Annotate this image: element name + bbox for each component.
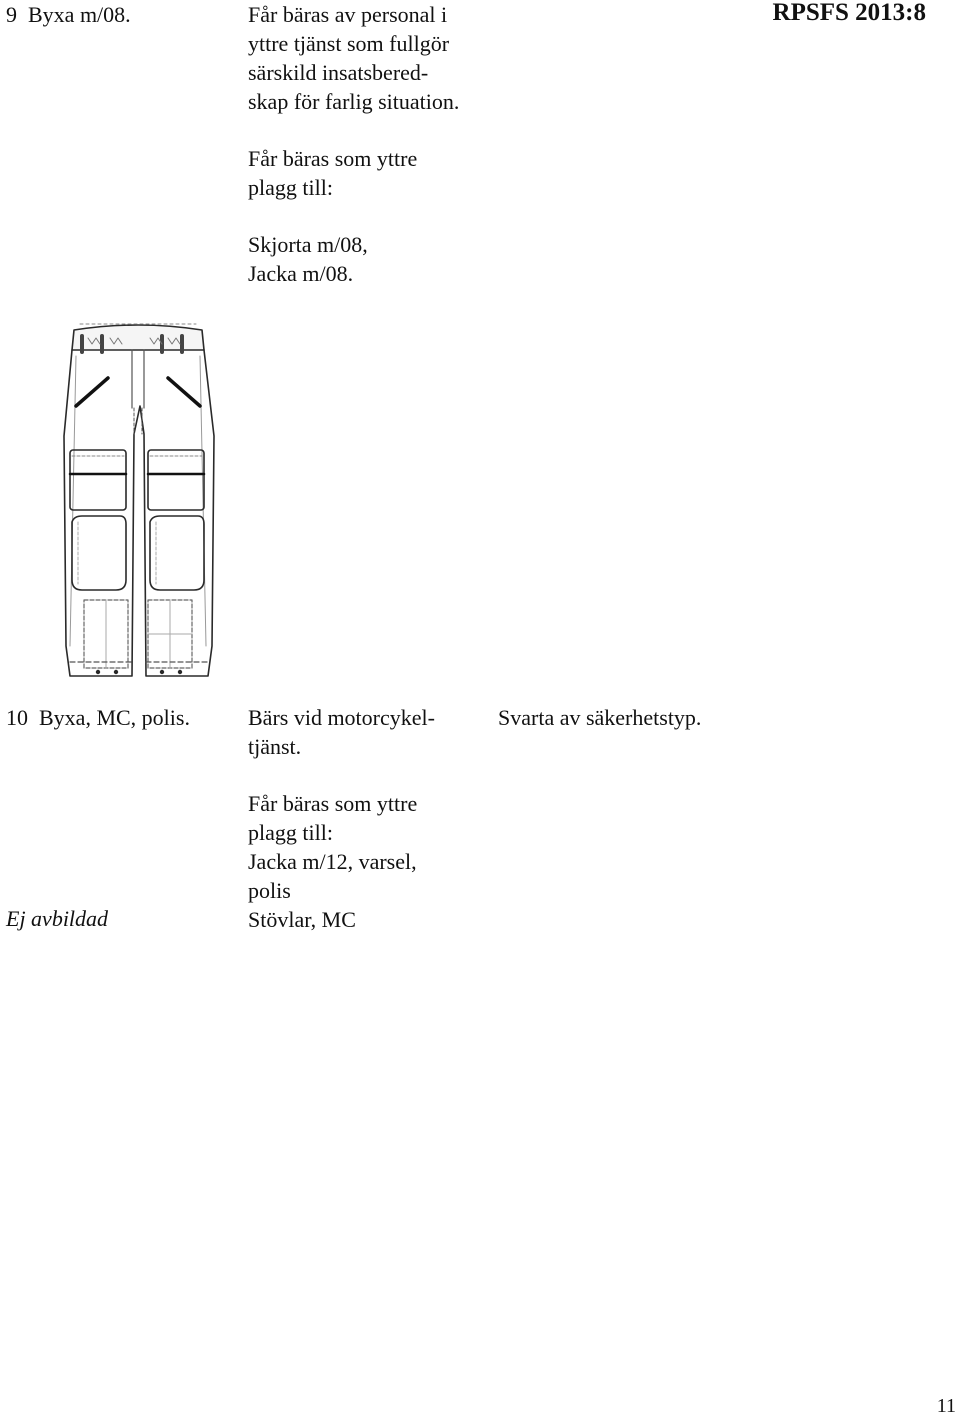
- item-10-usage-line: Bärs vid motorcykel-: [248, 705, 435, 730]
- item-10-remark: Svarta av säkerhetstyp.: [498, 705, 702, 730]
- item-10-not-pictured: Ej avbildad: [6, 906, 109, 931]
- regulation-code: RPSFS 2013:8: [772, 0, 926, 26]
- item-10-number-and-name: [6, 703, 190, 732]
- item-10-worn-with-line: Får bäras som yttre: [248, 791, 418, 816]
- item-10-worn-with-line: polis: [248, 878, 291, 903]
- page-number: 11: [936, 1395, 956, 1417]
- item-9-worn-with-intro-line: Får bäras som yttre: [248, 146, 418, 171]
- item-9-worn-with-line: Jacka m/08.: [248, 261, 354, 286]
- trousers-technical-drawing-icon: [58, 316, 218, 684]
- item-10-usage: [248, 703, 435, 761]
- item-9-usage-line: skap för farlig situation.: [248, 89, 460, 114]
- trousers-illustration: [58, 316, 218, 684]
- item-10-worn-with-line: Stövlar, MC: [248, 907, 356, 932]
- item-9-worn-with-intro-line: plagg till:: [248, 175, 333, 200]
- item-9-usage-line: yttre tjänst som fullgör: [248, 31, 450, 56]
- item-9-name: Byxa m/08.: [28, 2, 131, 27]
- item-9-worn-with-intro: [248, 144, 417, 202]
- item-9-usage-line: särskild insatsbered-: [248, 60, 429, 85]
- item-9-usage-line: Får bäras av personal i: [248, 2, 448, 27]
- item-9-worn-with-line: Skjorta m/08,: [248, 232, 368, 257]
- item-10-usage-line: tjänst.: [248, 734, 302, 759]
- item-10-worn-with: [248, 789, 417, 934]
- item-9-number: 9: [6, 2, 17, 27]
- item-9-number-and-name: [6, 0, 131, 29]
- item-10-worn-with-line: Jacka m/12, varsel,: [248, 849, 417, 874]
- item-10-name: Byxa, MC, polis.: [39, 705, 190, 730]
- item-9-usage: [248, 0, 459, 116]
- item-9-worn-with: [248, 230, 368, 288]
- item-10-number: 10: [6, 705, 28, 730]
- item-10-worn-with-line: plagg till:: [248, 820, 333, 845]
